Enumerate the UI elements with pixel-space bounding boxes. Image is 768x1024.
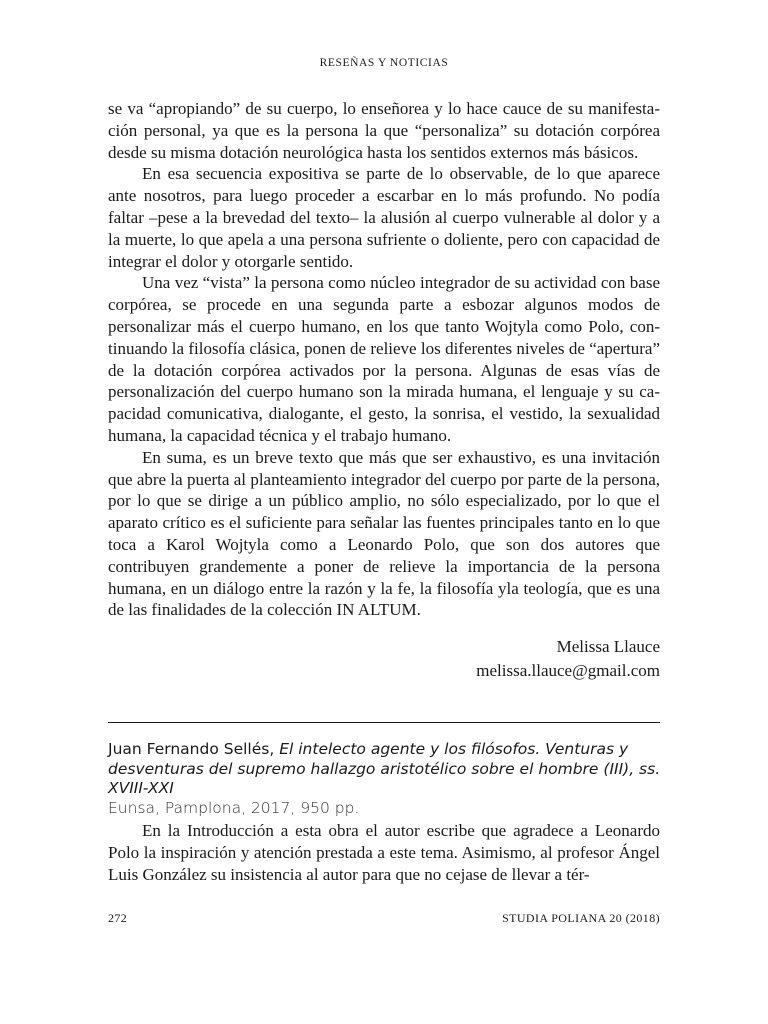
book-publication: Eunsa, Pamplona, 2017, 950 pp. bbox=[108, 798, 360, 817]
paragraph: se va “apropiando” de su cuerpo, lo enseñorea y lo hace cauce de su manifestación personal, ya que es la persona la que “personaliza” su dotación corpórea desde su misma dotación neurológica hasta los sentidos externos más básicos. bbox=[108, 99, 660, 162]
book-title: El intelecto agente y los filósofos. Venturas y desventuras del supremo hallazgo aristotélico sobre el hombre (III), ss. XVIII-XXI bbox=[108, 740, 661, 797]
review-text-continued bbox=[108, 98, 660, 621]
section-divider bbox=[108, 722, 660, 723]
review-body bbox=[108, 820, 660, 885]
reviewer-email: melissa.llauce@gmail.com bbox=[476, 661, 660, 680]
paragraph: Una vez “vista” la persona como núcleo integrador de su actividad con base corpórea, se procede en una segunda parte a esbozar algunos modos de personalizar más el cuerpo humano, en los que tanto Wojtyla como Polo, continuando la filosofía clásica, ponen de relieve los diferentes niveles de “apertura” de la dotación corpórea activados por la persona. Algunas de esas vías de personalización del cuerpo humano son la mirada humana, el lenguaje y su capacidad comunicativa, dialogante, el gesto, la sonrisa, el vestido, la sexualidad humana, la capacidad técnica y el trabajo humano. bbox=[108, 273, 660, 445]
paragraph: En suma, es un breve texto que más que ser exhaustivo, es una invitación que abre la puerta al planteamiento integrador del cuerpo por parte de la persona, por lo que se dirige a un público amplio, no sólo especializado, por lo que el aparato crítico es el suficiente para señalar las fuentes principales tanto en lo que toca a Karol Wojtyla como a Leonardo Polo, que son dos autores que contribuyen grandemente a poner de relieve la importancia de la persona humana, en un diálogo entre la razón y la fe, la filosofía yla teología, que es una de las finalidades de la colección IN ALTUM. bbox=[108, 447, 660, 620]
paragraph: En esa secuencia expositiva se parte de lo observable, de lo que aparece ante nosotros, para luego proceder a escarbar en lo más profundo. No podía faltar –pese a la brevedad del texto– la alusión al cuerpo vulnerable al dolor y a la muerte, lo que apela a una persona sufriente o doliente, pero con capacidad de integrar el dolor y otorgarle sentido. bbox=[108, 164, 660, 271]
journal-name: STUDIA POLIANA 20 (2018) bbox=[502, 911, 660, 925]
page-number: 272 bbox=[108, 911, 128, 925]
paragraph: En la Introducción a esta obra el autor escribe que agradece a Leonardo Polo la inspiración y atención prestada a este tema. Asimismo, al profesor Ángel Luis González su insistencia al autor para que no cejase de llevar a tér- bbox=[108, 821, 660, 884]
reviewer-signature bbox=[108, 635, 660, 683]
book-author: Juan Fernando Sellés bbox=[108, 740, 270, 758]
running-head: RESEÑAS Y NOTICIAS bbox=[319, 57, 449, 69]
reviewer-name: Melissa Llauce bbox=[556, 637, 660, 656]
review-heading: Juan Fernando Sellés, El intelecto agente y los filósofos. Venturas y desventuras del supremo hallazgo aristotélico sobre el hombre (III), ss. XVIII-XXI Eunsa, Pamplona, 2017, 950 pp. bbox=[108, 740, 668, 818]
